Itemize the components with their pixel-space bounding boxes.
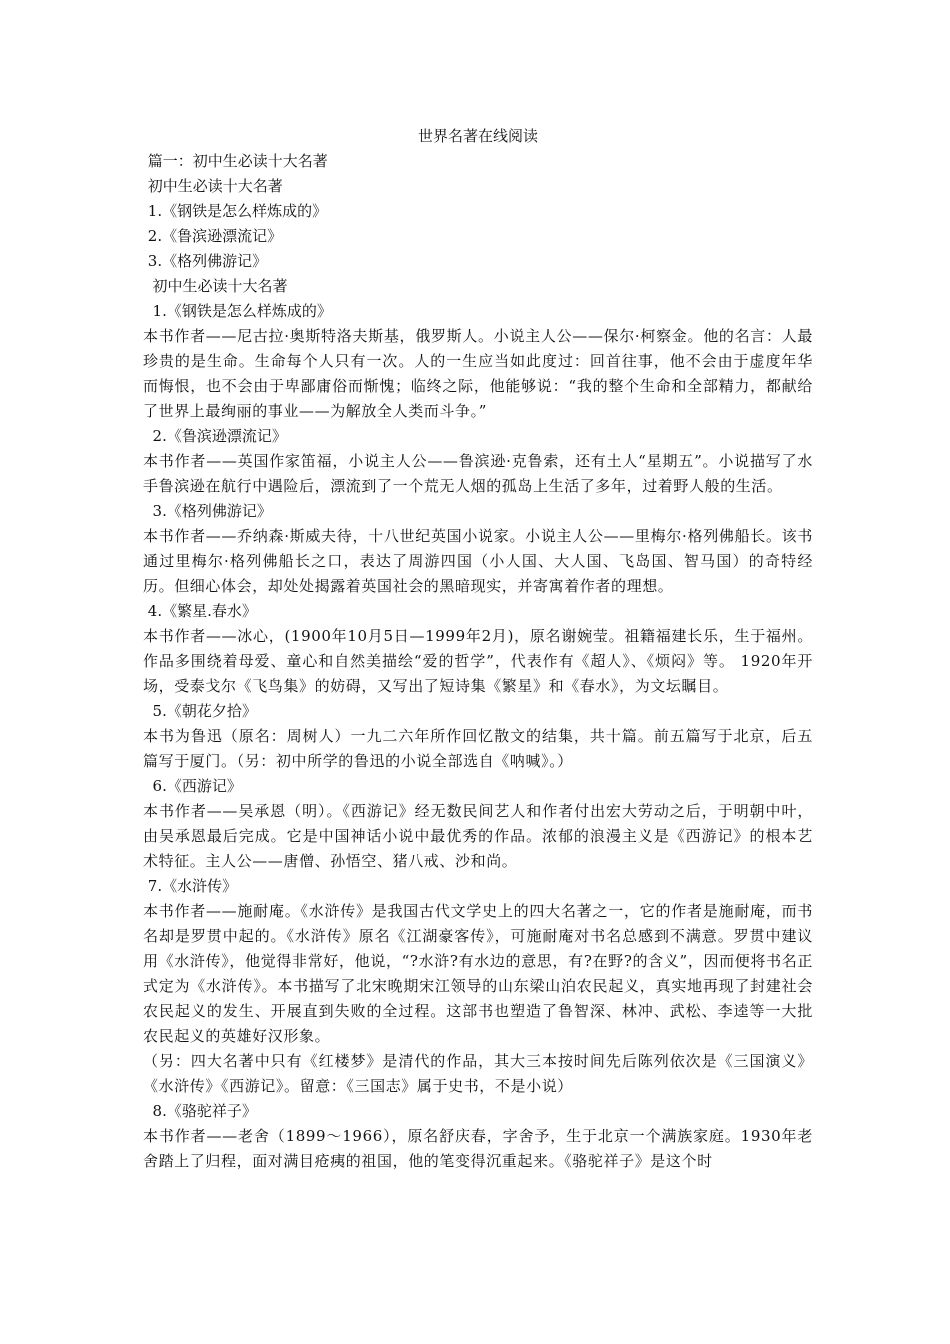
text-line: 1.《钢铁是怎么样炼成的》 — [143, 302, 332, 320]
body-paragraph: 本书作者——老舍（1899～1966），原名舒庆春，字舍予，生于北京一个满族家庭。1930年老舍踏上了归程，面对满目疮痍的祖国，他的笔变得沉重起来。《骆驼祥子》是这个时 — [143, 1127, 813, 1170]
document-body — [143, 124, 813, 1174]
text-line: 8.《骆驼祥子》 — [143, 1102, 257, 1120]
text-line: 篇一：初中生必读十大名著 — [143, 152, 328, 170]
text-line: 3.《格列佛游记》 — [143, 252, 268, 270]
body-paragraph: 本书作者——冰心，(1900年10月5日—1999年2月)，原名谢婉莹。祖籍福建长乐，生于福州。作品多围绕着母爱、童心和自然美描绘“爱的哲学”，代表作有《超人》、《烦闷》等。 1920年开场，受泰戈尔《飞鸟集》的妨碍，又写出了短诗集《繁星》和《春水》，为文坛瞩目。 — [143, 627, 813, 695]
text-line: 5.《朝花夕拾》 — [143, 702, 257, 720]
document-title: 世界名著在线阅读 — [417, 127, 538, 145]
body-paragraph: 本书作者——施耐庵。《水浒传》是我国古代文学史上的四大名著之一，它的作者是施耐庵，而书名却是罗贯中起的。《水浒传》原名《江湖豪客传》，可施耐庵对书名总感到不满意。罗贯中建议用《水浒传》，他觉得非常好，他说，“?水浒?有水边的意思，有?在野?的含义”，因而便将书名正式定为《水浒传》。本书描写了北宋晚期宋江领导的山东梁山泊农民起义，真实地再现了封建社会农民起义的发生、开展直到失败的全过程。这部书也塑造了鲁智深、林冲、武松、李逵等一大批农民起义的英雄好汉形象。 — [143, 902, 813, 1045]
body-paragraph: 本书作者——乔纳森·斯威夫待，十八世纪英国小说家。小说主人公——里梅尔·格列佛船长。该书通过里梅尔·格列佛船长之口，表达了周游四国（小人国、大人国、飞岛国、智马国）的奇特经历。但细心体会，却处处揭露着英国社会的黑暗现实，并寄寓着作者的理想。 — [143, 527, 813, 595]
text-line: 4.《繁星.春水》 — [143, 602, 257, 620]
text-line: 2.《鲁滨逊漂流记》 — [143, 227, 283, 245]
document-lines — [143, 149, 813, 1174]
text-line: 2.《鲁滨逊漂流记》 — [143, 427, 287, 445]
text-line: 3.《格列佛游记》 — [143, 502, 272, 520]
body-paragraph: 本书作者——英国作家笛福，小说主人公——鲁滨逊·克鲁索，还有土人“星期五”。小说描写了水手鲁滨逊在航行中遇险后，漂流到了一个荒无人烟的孤岛上生活了多年，过着野人般的生活。 — [143, 452, 813, 495]
text-line: 初中生必读十大名著 — [143, 177, 283, 195]
text-line: 6.《西游记》 — [143, 777, 242, 795]
body-paragraph: 本书作者——吴承恩（明）。《西游记》经无数民间艺人和作者付出宏大劳动之后，于明朝中叶，由吴承恩最后完成。它是中国神话小说中最优秀的作品。浓郁的浪漫主义是《西游记》的根本艺术特征。主人公——唐僧、孙悟空、猪八戒、沙和尚。 — [143, 802, 813, 870]
body-paragraph: 本书为鲁迅（原名：周树人）一九二六年所作回忆散文的结集，共十篇。前五篇写于北京，后五篇写于厦门。（另：初中所学的鲁迅的小说全部选自《呐喊》。） — [143, 727, 813, 770]
text-line: 初中生必读十大名著 — [143, 277, 288, 295]
text-line: 7.《水浒传》 — [143, 877, 238, 895]
text-line: 1.《钢铁是怎么样炼成的》 — [143, 202, 328, 220]
body-paragraph: 本书作者——尼古拉·奥斯特洛夫斯基，俄罗斯人。小说主人公——保尔·柯察金。他的名言：人最珍贵的是生命。生命每个人只有一次。人的一生应当如此度过：回首往事，他不会由于虚度年华而悔恨，也不会由于卑鄙庸俗而惭愧；临终之际，他能够说：“我的整个生命和全部精力，都献给了世界上最绚丽的事业——为解放全人类而斗争。” — [143, 327, 813, 420]
body-paragraph: （另：四大名著中只有《红楼梦》是清代的作品，其大三本按时间先后陈列依次是《三国演义》《水浒传》《西游记》。留意：《三国志》属于史书，不是小说） — [143, 1052, 813, 1095]
